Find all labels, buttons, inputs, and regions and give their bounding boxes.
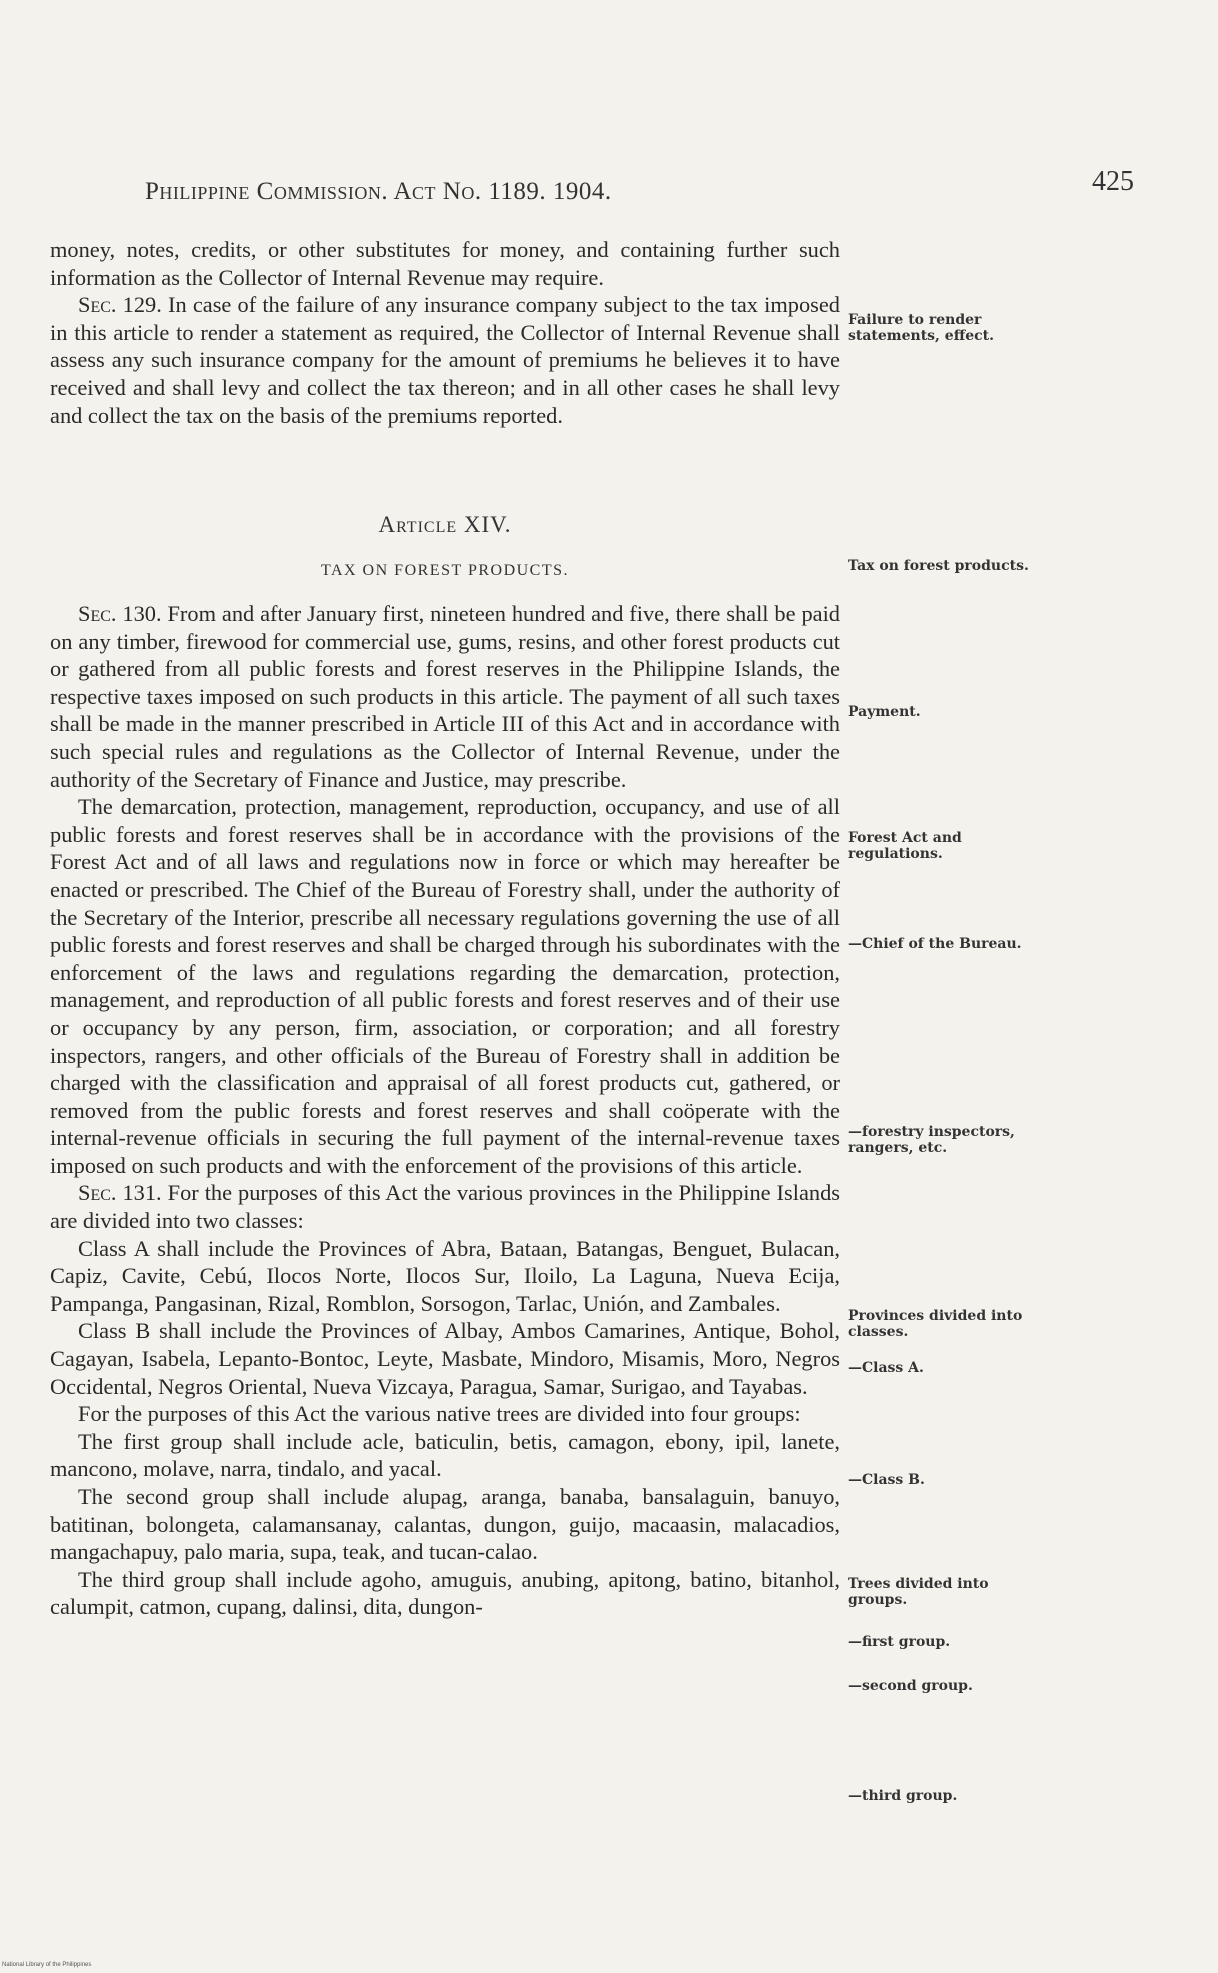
paragraph-demarcation: The demarcation, protection, management, reproduction, occupancy, and use of all public forests and forest reserves shall be in accordance with the provisions of the Forest Act and of all laws and regulations now in force or which may hereafter be enacted or prescribed. The Chief of the Bureau of Forestry shall, under the authority of the Secretary of the Interior, prescribe all necessary regulations governing the use of all public forests and forest reserves and shall be charged through his subordinates with the enforcement of the laws and regulations regarding the demarcation, protection, management, and reproduction of all public forests and forest reserves and of their use or occupancy by any person, firm, association, or corporation; and all forestry inspectors, rangers, and other officials of the Bureau of Forestry shall in addition be charged with the classification and appraisal of all forest products cut, gathered, or removed from the public forests and forest reserves and shall coöperate with the internal-revenue officials in securing the full payment of the internal-revenue taxes imposed on such products and with the enforcement of the provisions of this article. <box>50 794 840 1178</box>
paragraph-first-group: The first group shall include acle, baticulin, betis, camagon, ebony, ipil, lanete, mancono, molave, narra, tindalo, and yacal. <box>50 1428 840 1482</box>
section-label: Sec. 130. <box>78 601 162 626</box>
margin-note-inspectors: —forestry inspectors, rangers, etc. <box>848 1124 1015 1156</box>
paragraph-second-group: The second group shall include alupag, aranga, banaba, bansalaguin, banuyo, batitinan, bolongeta, calamansanay, calantas, dungon, guijo, macaasin, malacadios, mangachapuy, palo maria, supa, teak, and tucan-calao. <box>50 1484 840 1565</box>
margin-note-provinces: Provinces divided into classes. <box>848 1308 1023 1340</box>
margin-note-second-group: —second group. <box>848 1678 973 1694</box>
paragraph-third-group: The third group shall include agoho, amuguis, anubing, apitong, batino, bitanhol, calumpit, catmon, cupang, dalinsi, dita, dungon- <box>50 1566 840 1620</box>
margin-note-class-b: —Class B. <box>848 1472 925 1488</box>
margin-note-forest-act: Forest Act and regulations. <box>848 830 962 862</box>
paragraph-sec-130 <box>50 600 840 793</box>
body-block-1 <box>50 236 840 429</box>
paragraph-sec-129 <box>50 291 840 429</box>
paragraph-trees: For the purposes of this Act the various native trees are divided into four groups: <box>78 1401 801 1427</box>
margin-note-failure: Failure to render statements, effect. <box>848 312 994 344</box>
section-text: For the purposes of this Act the various provinces in the Philippine Islands are divided into two classes: <box>50 1180 840 1234</box>
paragraph-sec-131 <box>50 1179 840 1234</box>
paragraph-continuation: money, notes, credits, or other substitutes for money, and containing further such information as the Collector of Internal Revenue may require. <box>50 237 840 290</box>
section-label: Sec. 131. <box>78 1180 162 1206</box>
margin-note-tax-forest: Tax on forest products. <box>848 558 1029 574</box>
article-subheading: TAX ON FOREST PRODUCTS. <box>320 562 570 579</box>
page-number: 425 <box>1092 166 1134 197</box>
paragraph-class-a: Class A shall include the Provinces of Abra, Bataan, Batangas, Benguet, Bulacan, Capiz, Cavite, Cebú, Ilocos Norte, Ilocos Sur, Iloilo, La Laguna, Nueva Ecija, Pampanga, Pangasinan, Rizal, Romblon, Sorsogon, Tarlac, Unión, and Zambales. <box>50 1235 840 1316</box>
margin-note-third-group: —third group. <box>848 1788 958 1804</box>
running-header: Philippine Commission. Act No. 1189. 1904. <box>145 178 612 205</box>
margin-note-trees: Trees divided into groups. <box>848 1576 989 1608</box>
article-heading: Article XIV. <box>378 512 512 537</box>
paragraph-class-b: Class B shall include the Provinces of Albay, Ambos Camarines, Antique, Bohol, Cagayan, Isabela, Lepanto-Bontoc, Leyte, Masbate, Mindoro, Misamis, Moro, Negros Occidental, Negros Oriental, Nueva Vizcaya, Paragua, Samar, Surigao, and Tayabas. <box>50 1318 840 1399</box>
section-text: In case of the failure of any insurance company subject to the tax imposed in this article to render a statement as required, the Collector of Internal Revenue shall assess any such insurance company for the amount of premiums he believes it to have received and shall levy and collect the tax thereon; and in all other cases he shall levy and collect the tax on the basis of the premiums reported. <box>50 292 840 428</box>
body-block-2 <box>50 600 840 1621</box>
footer-credit: National Library of the Philippines <box>2 1962 92 1968</box>
section-label: Sec. 129. <box>78 292 162 318</box>
margin-note-payment: Payment. <box>848 704 921 720</box>
margin-note-first-group: —first group. <box>848 1634 951 1650</box>
margin-note-class-a: —Class A. <box>848 1360 924 1376</box>
margin-note-chief: —Chief of the Bureau. <box>848 936 1022 952</box>
section-text: From and after January first, nineteen hundred and five, there shall be paid on any timber, firewood for commercial use, gums, resins, and other forest products cut or gathered from all public forests and forest reserves in the Philippine Islands, the respective taxes imposed on such products in this article. The payment of all such taxes shall be made in the manner prescribed in Article III of this Act and in accordance with such special rules and regulations as the Collector of Internal Revenue, under the authority of the Secretary of Finance and Justice, may prescribe. <box>50 601 840 792</box>
